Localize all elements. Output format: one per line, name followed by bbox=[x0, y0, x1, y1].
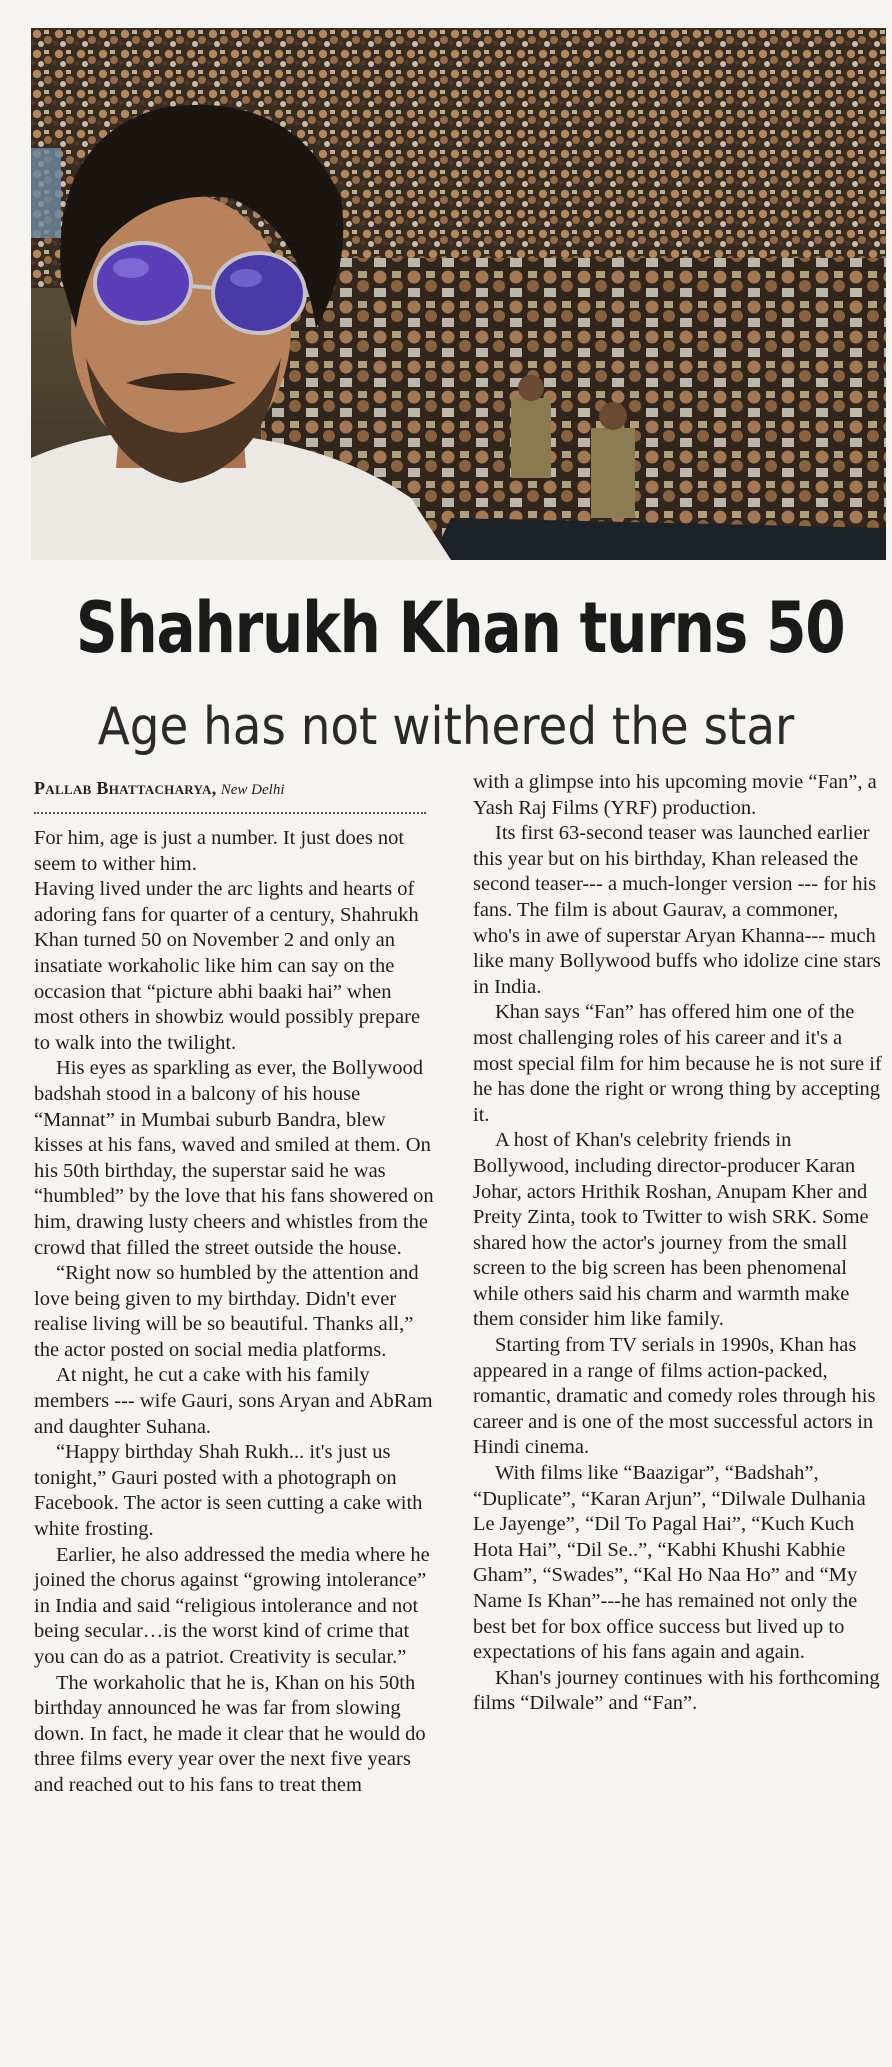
paragraph: Starting from TV serials in 1990s, Khan has appeared in a range of films action-packed, romantic, dramatic and comedy roles through his career and is one of the most successful actors in Hindi cinema. bbox=[473, 1334, 876, 1459]
paragraph: Earlier, he also addressed the media where he joined the chorus against “growing intolerance” in India and said “religious intolerance and not being secular…is the worst kind of crime that you can do as a patriot. Creativity is secular.” bbox=[34, 1543, 430, 1668]
author-name: Pallab Bhattacharya, bbox=[34, 778, 217, 798]
article-photo bbox=[31, 28, 886, 560]
paragraph: Khan's journey continues with his forthcoming films “Dilwale” and “Fan”. bbox=[473, 1666, 880, 1715]
paragraph: The workaholic that he is, Khan on his 50th birthday announced he was far from slowing down. In fact, he made it clear that he would do three films every year over the next five years and reached out to his fans to treat them bbox=[34, 1671, 426, 1796]
paragraph: “Right now so humbled by the attention and love being given to my birthday. Didn't ever realise living will be so beautiful. Thanks all,” the actor posted on social media platforms. bbox=[34, 1262, 419, 1361]
article-column-2 bbox=[473, 770, 887, 1717]
byline-divider bbox=[34, 812, 426, 814]
subheadline: Age has not withered the star bbox=[97, 697, 795, 757]
paragraph: with a glimpse into his upcoming movie “Fan”, a Yash Raj Films (YRF) production. bbox=[473, 771, 877, 819]
paragraph: His eyes as sparkling as ever, the Bollywood badshah stood in a balcony of his house “Mannat” in Mumbai suburb Bandra, blew kisses at his fans, waved and smiled at them. On his 50th birthday, the superstar said he was “humbled” by the love that his fans showered on him, drawing lusty cheers and whistles from the crowd that filled the street outside the house. bbox=[34, 1057, 434, 1259]
paragraph: With films like “Baazigar”, “Badshah”, “Duplicate”, “Karan Arjun”, “Dilwale Dulhania Le Jayenge”, “Dil To Pagal Hai”, “Kuch Kuch Hota Hai”, “Dil Se..”, “Kabhi Khushi Kabhie Gham”, “Swades”, “Kal Ho Naa Ho” and “My Name Is Khan”---he has remained not only the best bet for box office success but lived up to expectations of his fans again and again. bbox=[473, 1462, 866, 1664]
selfie-crowd-illustration bbox=[31, 28, 886, 560]
paragraph: A host of Khan's celebrity friends in Bollywood, including director-producer Karan Johar, actors Hrithik Roshan, Anupam Kher and Preity Zinta, took to Twitter to wish SRK. Some shared how the actor's journey from the small screen to the big screen has been phenomenal while others said his charm and warmth make them consider him like family. bbox=[473, 1129, 869, 1331]
byline bbox=[34, 778, 434, 799]
paragraph: Having lived under the arc lights and hearts of adoring fans for quarter of a century, Shahrukh Khan turned 50 on November 2 and only an insatiate workaholic like him can say on the occasion that “picture abhi baaki hai” when most others in showbiz would possibly prepare to walk into the twilight. bbox=[34, 878, 421, 1054]
article-column-1 bbox=[34, 826, 434, 1799]
paragraph: Khan says “Fan” has offered him one of the most challenging roles of his career and it's a most special film for him because he is not sure if he has done the right or wrong thing by accepting it. bbox=[473, 1001, 882, 1126]
paragraph: “Happy birthday Shah Rukh... it's just us tonight,” Gauri posted with a photograph on Facebook. The actor is seen cutting a cake with white frosting. bbox=[34, 1441, 423, 1541]
headline: Shahrukh Khan turns 50 bbox=[75, 587, 845, 669]
paragraph: For him, age is just a number. It just does not seem to wither him. bbox=[34, 827, 405, 875]
paragraph: Its first 63-second teaser was launched earlier this year but on his birthday, Khan released the second teaser--- a much-longer version --- for his fans. The film is about Gaurav, a commoner, who's in awe of superstar Aryan Khanna--- much like many Bollywood buffs who idolize cine stars in India. bbox=[473, 822, 881, 998]
dateline-location: New Delhi bbox=[220, 782, 285, 798]
paragraph: At night, he cut a cake with his family members --- wife Gauri, sons Aryan and AbRam and daughter Suhana. bbox=[34, 1364, 433, 1438]
